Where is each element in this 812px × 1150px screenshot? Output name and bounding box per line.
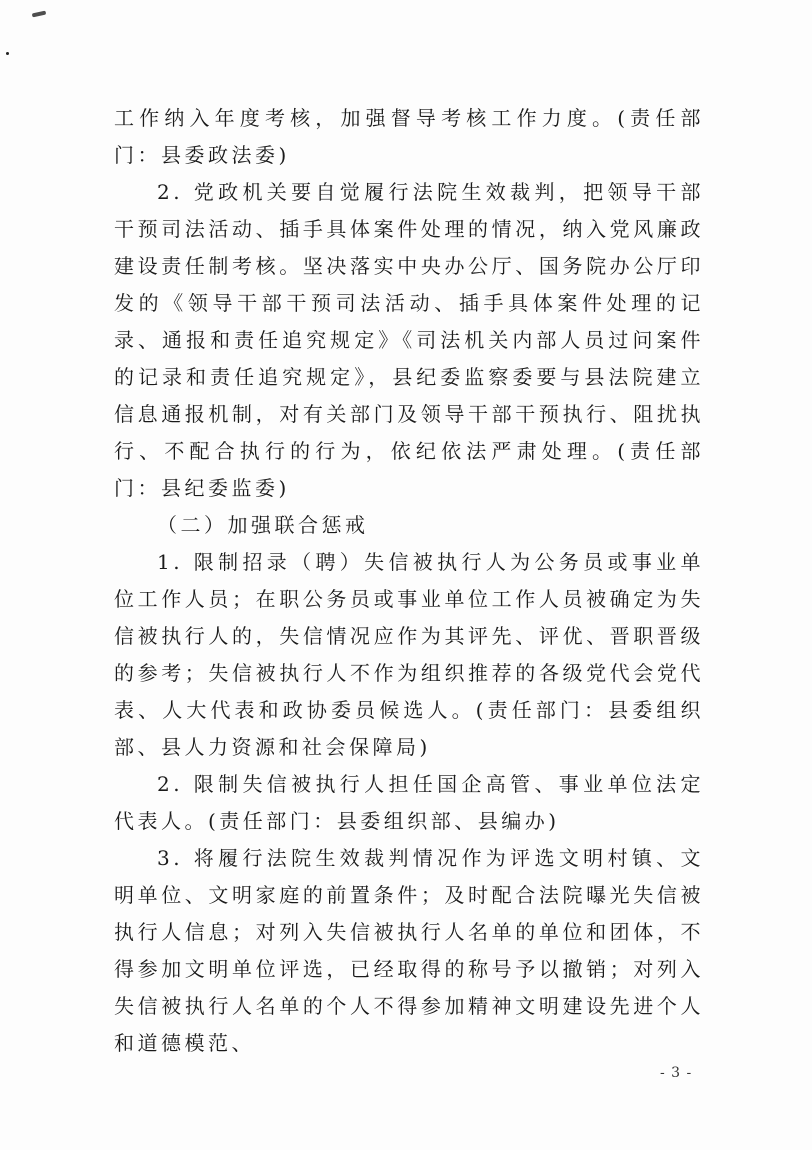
section-heading: （二）加强联合惩戒: [157, 513, 369, 537]
section-item-1: 1. 限制招录（聘）失信被执行人为公务员或事业单位工作人员；在职公务员或事业单位工作人员被确定为失信被执行人的，失信情况应作为其评先、评优、晋职晋级的参考；失信被执行人不作为组织推荐的各级党代会党代表、人大代表和政协委员候选人。(责任部门：县委组织部、县人力资源和社会保障局): [114, 550, 704, 759]
paragraph-item-2: 2. 党政机关要自觉履行法院生效裁判，把领导干部干预司法活动、插手具体案件处理的情况，纳入党风廉政建设责任制考核。坚决落实中央办公厅、国务院办公厅印发的《领导干部干预司法活动、插手具体案件处理的记录、通报和责任追究规定》《司法机关内部人员过问案件的记录和责任追究规定》，县纪委监察委要与县法院建立信息通报机制，对有关部门及领导干部干预执行、阻扰执行、不配合执行的行为，依纪依法严肃处理。(责任部门：县纪委监委): [114, 180, 704, 500]
section-item-3: 3. 将履行法院生效裁判情况作为评选文明村镇、文明单位、文明家庭的前置条件；及时配合法院曝光失信被执行人信息；对列入失信被执行人名单的单位和团体，不得参加文明单位评选，已经取得的称号予以撤销；对列入失信被执行人名单的个人不得参加精神文明建设先进个人和道德模范、: [114, 846, 704, 1055]
document-body: [114, 100, 704, 1062]
paragraph-continuation: 工作纳入年度考核，加强督导考核工作力度。(责任部门：县委政法委): [114, 106, 704, 167]
scan-artifact-mark: [32, 11, 47, 18]
section-item-2: 2. 限制失信被执行人担任国企高管、事业单位法定代表人。(责任部门：县委组织部、县编办): [114, 772, 704, 833]
scan-artifact-dot: [6, 52, 9, 55]
page-number: - 3 -: [660, 1065, 693, 1081]
